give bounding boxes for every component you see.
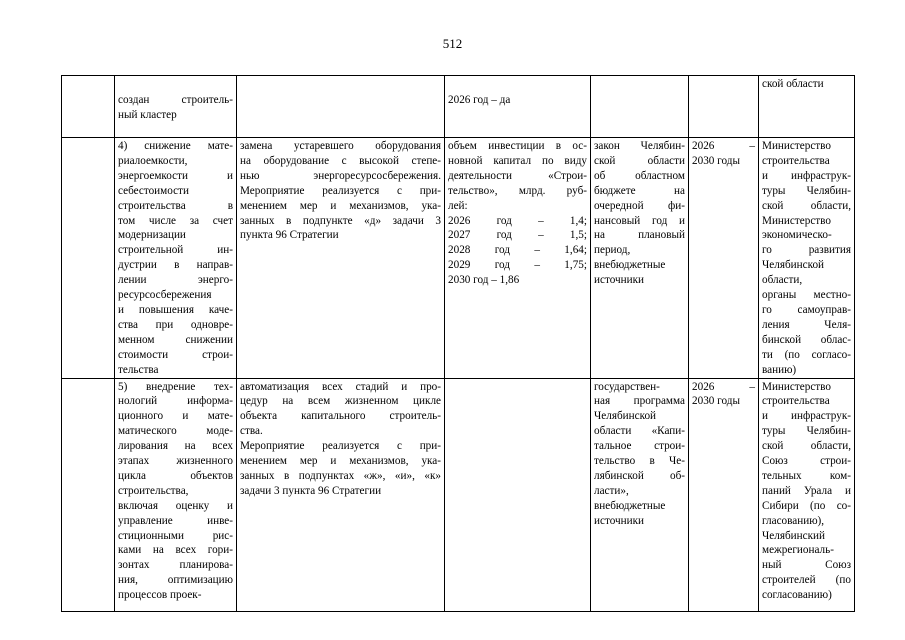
cell-text-line: этапах жизненного [118,455,233,468]
cell-text-line: строительства [762,154,830,167]
cell-text-line: Челябинской [594,410,657,423]
cell-text-line: автоматизация всех стадий и про- [240,380,441,393]
cell-text-line: ти (по согласо- [762,348,851,361]
cell-text-line: очередной фи- [594,199,685,212]
cell-text-line: новной капитал по виду [448,154,587,167]
cell-text-line: ресурсосбережения [118,289,212,302]
cell-text-line: Министерство [762,214,831,227]
cell-text-line: ная программа [594,395,685,408]
cell-text-line: ства. [240,425,263,438]
cell-text-line: 2030 годы [692,154,740,167]
cell-text-line: и инфраструк- [762,169,851,182]
cell-period [689,76,759,138]
cell-text-line: 2026 – [692,140,755,152]
cell-responsible [759,378,855,611]
cell-text-line: и повышения каче- [118,303,233,316]
cell-text-line: 2030 годы [692,395,740,408]
cell-text-line: на плановый [594,229,685,242]
cell-text-line: 2028 год – 1,64; [448,244,587,257]
cell-text-line: строительства [762,395,830,408]
cell-text-line: менном снижении [118,333,233,346]
cell-text-line: стоимости строи- [118,348,233,361]
cell-text-line: пункта 96 Стратегии [240,229,339,242]
cell-funding [591,138,689,379]
cell-period [689,138,759,379]
cell-text-line: риалоемкости, [118,154,188,167]
cell-text-line: межрегиональ- [762,544,834,557]
cell-text-line: ской области [762,78,824,90]
cell-text-line: нью энергоресурсосбережения. [240,169,441,182]
cell-text-line: ционного и мате- [118,410,233,423]
cell-text-line: бюджете на [594,184,685,197]
cell-text-line: период, [594,244,631,257]
cell-responsible [759,76,855,138]
cell-text-line: Министерство [762,140,831,152]
cell-text-line: строителей (по [762,574,851,587]
cell-text-line: источники [594,514,645,527]
cell-text-line: строительной ин- [118,244,233,257]
table-row [62,76,855,138]
cell-text-line: Челябинский [762,529,826,542]
cell-task [115,76,237,138]
cell-measure [237,76,445,138]
cell-text-line: 2027 год – 1,5; [448,229,587,242]
cell-text-line: 4) снижение мате- [118,140,233,152]
cell-text-line: ской области [594,154,685,167]
cell-text-line: государствен- [594,380,660,393]
cell-text-line: стиционными рис- [118,529,233,542]
table-row [62,378,855,611]
cell-text-line: 2030 год – 1,86 [448,274,520,287]
cell-text-line: ления Челя- [762,318,851,331]
cell-text-line: ный кластер [118,108,177,121]
cell-text-line: деятельности «Строи- [448,169,587,182]
cell-text-line: Союз строи- [762,455,851,468]
cell-text-line: и инфраструк- [762,410,851,423]
cell-text-line: объекта капитального строитель- [240,410,441,423]
cell-text-line: нансовый год и [594,214,685,227]
cell-text-line: зонтах планирова- [118,559,233,572]
cell-text-line: ный Союз [762,559,851,572]
cell-text-line: тельство», млрд. руб- [448,184,587,197]
cell-text-line: замена устаревшего оборудования [240,140,441,152]
cell-text-line: на оборудование с высокой степе- [240,154,441,167]
cell-text-line: согласованию) [762,589,832,602]
cell-text-line: го самоуправ- [762,303,851,316]
cell-text-line: менением мер и механизмов, ука- [240,199,441,212]
cell-task [115,138,237,379]
cell-number [62,138,115,379]
cell-text-line: тельство в Че- [594,455,685,468]
cell-text-line: лябинской об- [594,469,685,482]
cell-text-line: процессов проек- [118,589,202,602]
cell-text-line: гласованию), [762,514,825,527]
cell-measure [237,138,445,379]
cell-text-line: занных в подпунктах «ж», «и», «к» [240,469,441,482]
cell-text-line: том числе за счет [118,214,233,227]
cell-text-line: себестоимости [118,184,189,197]
cell-text-line: об областном [594,169,685,182]
cell-text-line: области «Капи- [594,425,685,438]
cell-period [689,378,759,611]
cell-text-line: цедур на всем жизненном цикле [240,395,441,408]
cell-text-line: Челябинской [762,259,825,272]
cell-text-line: туры Челябин- [762,425,851,438]
cell-text-line: строительства, [118,484,189,497]
cell-text-line: закон Челябин- [594,140,685,152]
cell-indicator [445,378,591,611]
cell-text-line: тальное строи- [594,440,685,453]
page-number: 512 [442,36,463,51]
cell-funding [591,76,689,138]
cell-text-line: ния, оптимизацию [118,574,233,587]
table-row [62,138,855,379]
cell-text-line: Мероприятие реализуется с при- [240,440,441,453]
cell-text-line: паний Урала и [762,484,851,497]
cell-text-line: бинской облас- [762,333,851,346]
cell-text-line: 5) внедрение тех- [118,380,233,393]
cell-measure [237,378,445,611]
strategy-measures-table [61,75,855,612]
cell-text-line: модернизации [118,229,186,242]
cell-text-line: строительства в [118,199,233,212]
cell-text-line: 2029 год – 1,75; [448,259,587,272]
cell-text-line: внебюджетные [594,499,666,512]
cell-text-line: органы местно- [762,289,851,302]
cell-task [115,378,237,611]
cell-text-line: ства при одновре- [118,318,233,331]
cell-text-line: ванию) [762,363,797,376]
cell-text-line: включая оценку и [118,499,233,512]
cell-text-line: объем инвестиции в ос- [448,140,587,152]
cell-text-line: источники [594,274,645,287]
cell-text-line: менением мер и механизмов, ука- [240,455,441,468]
cell-text-line: внебюджетные [594,259,666,272]
cell-indicator [445,138,591,379]
cell-number [62,378,115,611]
cell-text-line: тельства [118,363,159,376]
cell-text-line: Сибири (по со- [762,499,851,512]
cell-funding [591,378,689,611]
cell-text-line: управление инве- [118,514,233,527]
cell-text-line: ской области, [762,199,851,212]
cell-text-line: ками на всех гори- [118,544,233,557]
cell-text-line: занных в подпункте «д» задачи 3 [240,214,441,227]
cell-text-line: туры Челябин- [762,184,851,197]
cell-text-line: нологий информа- [118,395,233,408]
cell-text-line: лей: [448,199,468,212]
cell-text-line: лирования на всех [118,440,233,453]
cell-text-line: 2026 – [692,380,755,393]
cell-text-line: Министерство [762,380,831,393]
cell-text-line: дустрии в направ- [118,259,233,272]
cell-text-line: го развития [762,244,851,257]
cell-text-line: матического моде- [118,425,233,438]
cell-indicator [445,76,591,138]
cell-text-line: ской области, [762,440,851,453]
cell-number [62,76,115,138]
cell-responsible [759,138,855,379]
cell-text-line: энергоемкости и [118,169,233,182]
cell-text-line: ласти», [594,484,629,497]
cell-text-line: задачи 3 пункта 96 Стратегии [240,484,382,497]
cell-text-line: создан строитель- [118,94,233,106]
cell-text-line: 2026 год – 1,4; [448,214,587,227]
cell-text-line: лении энерго- [118,274,233,287]
cell-text-line: цикла объектов [118,469,233,482]
cell-text-line: экономическо- [762,229,832,242]
cell-text-line: 2026 год – да [448,94,511,106]
cell-text-line: Мероприятие реализуется с при- [240,184,441,197]
cell-text-line: тельных ком- [762,469,851,482]
cell-text-line: области, [762,274,803,287]
